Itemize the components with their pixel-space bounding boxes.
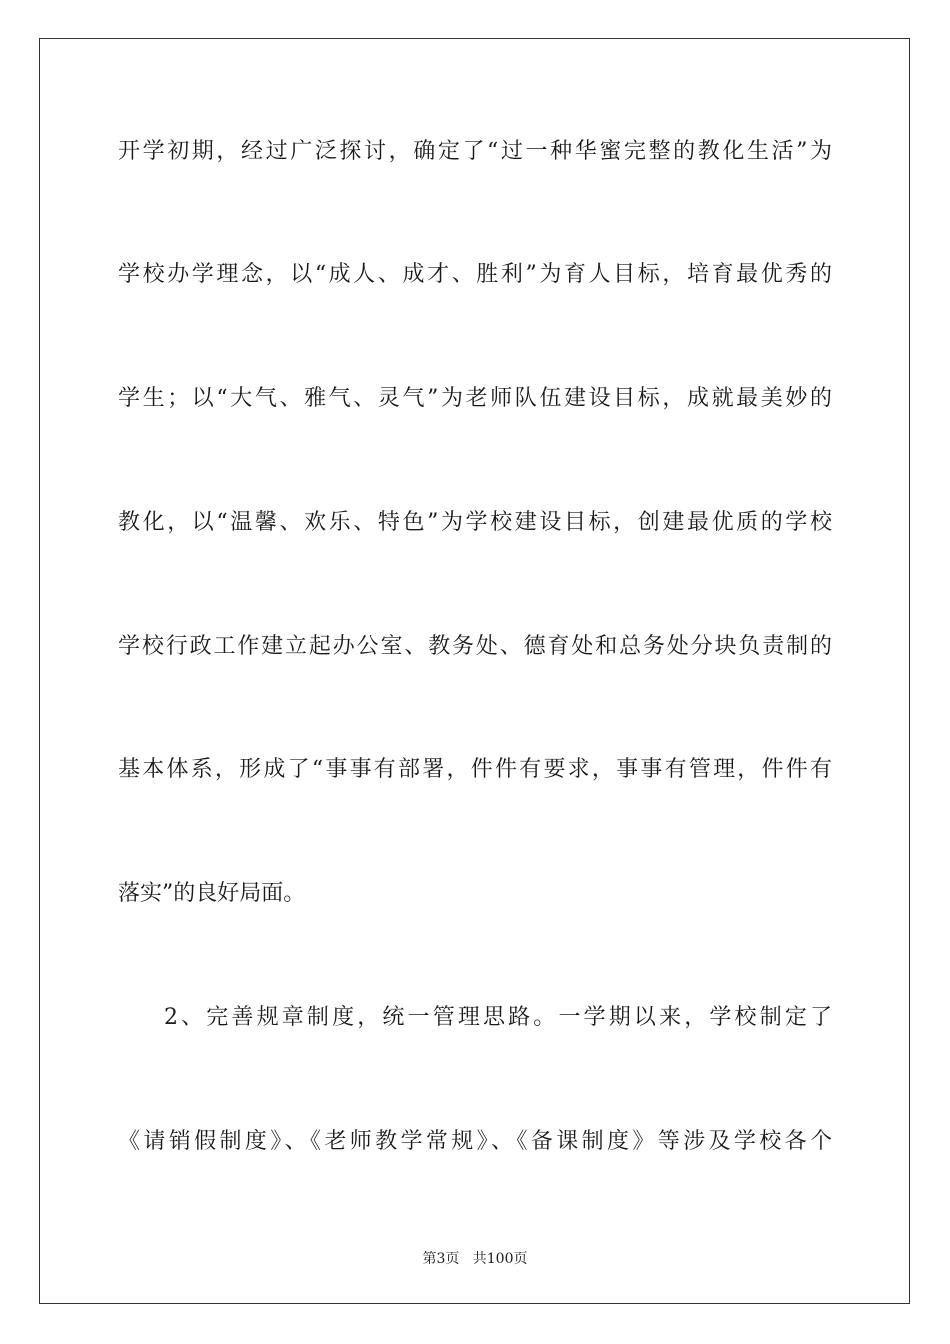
body-text-line: 开学初期，经过广泛探讨，确定了“过一种华蜜完整的教化生活”为 (118, 139, 832, 164)
page-total: 共100页 (472, 1251, 528, 1267)
body-text-line: 基本体系，形成了“事事有部署，件件有要求，事事有管理，件件有 (118, 757, 832, 782)
paragraph-start-line: 2、完善规章制度，统一管理思路。一学期以来，学校制定了 (164, 1005, 832, 1030)
body-text-line: 落实”的良好局面。 (118, 881, 306, 906)
body-text-line: 学生；以“大气、雅气、灵气”为老师队伍建设目标，成就最美妙的 (118, 386, 832, 411)
page-number: 第3页 (422, 1251, 460, 1267)
page-footer (0, 1248, 950, 1268)
body-text-line: 教化，以“温馨、欢乐、特色”为学校建设目标，创建最优质的学校 (118, 510, 832, 535)
page-border (39, 38, 910, 1304)
body-text-line: 学校行政工作建立起办公室、教务处、德育处和总务处分块负责制的 (118, 634, 832, 659)
body-text-line: 《请销假制度》、《老师教学常规》、《备课制度》等涉及学校各个 (118, 1129, 832, 1154)
body-text-line: 学校办学理念，以“成人、成才、胜利”为育人目标，培育最优秀的 (118, 262, 832, 287)
